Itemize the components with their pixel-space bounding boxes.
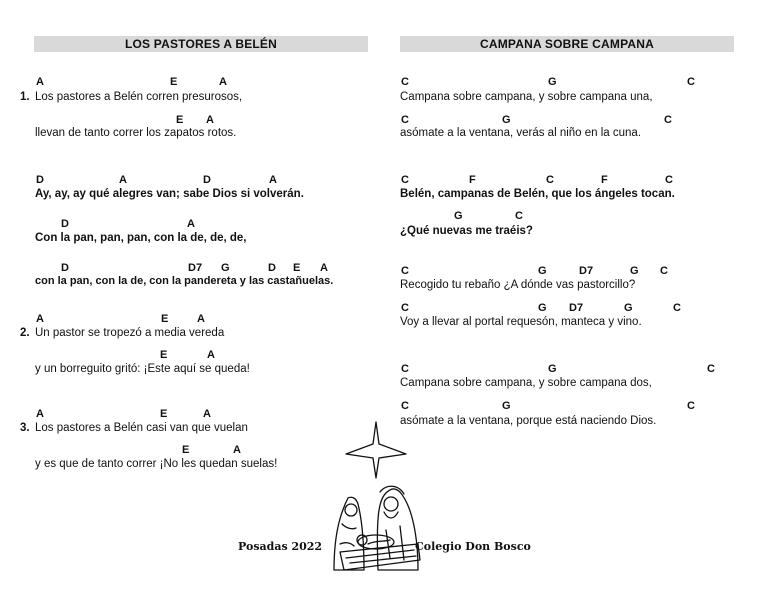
chord: F (601, 174, 608, 186)
chord: C (401, 302, 409, 314)
lyric-line: Campana sobre campana, y sobre campana una, (400, 91, 653, 103)
mary-figure (334, 497, 364, 570)
verse-number: 3. (20, 422, 30, 434)
lyric-line: llevan de tanto correr los zapatos rotos. (35, 127, 237, 139)
footer-left-text: Posadas 2022 (238, 540, 323, 553)
verse-number: 2. (20, 327, 30, 339)
lyric-line: Recogido tu rebaño ¿A dónde vas pastorcillo? (400, 279, 636, 291)
verse-number: 1. (20, 91, 30, 103)
chord: C (515, 210, 523, 222)
chord: A (269, 174, 277, 186)
lyric-line: ¿Qué nuevas me traéis? (400, 225, 533, 237)
chord: G (502, 114, 511, 126)
chord: G (624, 302, 633, 314)
chord: D (61, 218, 69, 230)
chord: C (664, 114, 672, 126)
chord: A (197, 313, 205, 325)
chord: G (548, 76, 557, 88)
chord: D7 (188, 262, 203, 274)
chord: C (401, 400, 409, 412)
chord: A (36, 408, 44, 420)
chord: D (61, 262, 69, 274)
footer-right-text: Colegio Don Bosco (415, 540, 531, 553)
chord: G (221, 262, 230, 274)
chord: A (187, 218, 195, 230)
chord: D (36, 174, 44, 186)
chord: A (36, 76, 44, 88)
nativity-illustration (320, 420, 432, 580)
star-icon (346, 422, 406, 478)
chord: A (206, 114, 214, 126)
chord: G (454, 210, 463, 222)
chord: C (673, 302, 681, 314)
chord: C (707, 363, 715, 375)
chord: A (320, 262, 328, 274)
lyric-line: Un pastor se tropezó a media vereda (35, 327, 225, 339)
lyric-line: Campana sobre campana, y sobre campana dos, (400, 377, 652, 389)
lyric-line: y es que de tanto correr ¡No les quedan suelas! (35, 458, 278, 470)
chord: E (160, 408, 168, 420)
lyric-line: Belén, campanas de Belén, que los ángeles tocan. (400, 188, 675, 200)
chord: D7 (569, 302, 584, 314)
chord: C (401, 114, 409, 126)
lyric-line: Ay, ay, ay qué alegres van; sabe Dios si volverán. (35, 188, 304, 200)
chord: C (401, 363, 409, 375)
chord: G (502, 400, 511, 412)
chord: A (203, 408, 211, 420)
chord: A (233, 444, 241, 456)
left-song-title: LOS PASTORES A BELÉN (34, 36, 368, 52)
lyric-line: y un borreguito gritó: ¡Este aquí se queda! (35, 363, 250, 375)
lyric-line: Los pastores a Belén corren presurosos, (35, 91, 243, 103)
lyric-line: con la pan, con la de, con la pandereta y las castañuelas. (35, 275, 334, 287)
lyric-line: asómate a la ventana, porque está naciendo Dios. (400, 415, 657, 427)
chord: E (170, 76, 178, 88)
chord: G (630, 265, 639, 277)
chord: D (203, 174, 211, 186)
chord: C (665, 174, 673, 186)
chord: C (546, 174, 554, 186)
chord: D (268, 262, 276, 274)
chord: G (548, 363, 557, 375)
chord: C (687, 76, 695, 88)
chord: E (161, 313, 169, 325)
chord: A (36, 313, 44, 325)
chord: A (119, 174, 127, 186)
chord: C (660, 265, 668, 277)
chord: A (219, 76, 227, 88)
lyric-line: asómate a la ventana, verás al niño en la cuna. (400, 127, 642, 139)
chord: E (293, 262, 301, 274)
chord: C (401, 76, 409, 88)
lyric-line: Con la pan, pan, pan, con la de, de, de, (35, 232, 247, 244)
chord: G (538, 302, 547, 314)
chord: G (538, 265, 547, 277)
chord: E (182, 444, 190, 456)
chord: D7 (579, 265, 594, 277)
chord: A (207, 349, 215, 361)
chord: C (401, 174, 409, 186)
chord: E (160, 349, 168, 361)
lyric-line: Los pastores a Belén casi van que vuelan (35, 422, 248, 434)
chord: C (401, 265, 409, 277)
right-song-title: CAMPANA SOBRE CAMPANA (400, 36, 734, 52)
chord: C (687, 400, 695, 412)
lyric-line: Voy a llevar al portal requesón, manteca y vino. (400, 316, 642, 328)
chord: F (469, 174, 476, 186)
chord: E (176, 114, 184, 126)
